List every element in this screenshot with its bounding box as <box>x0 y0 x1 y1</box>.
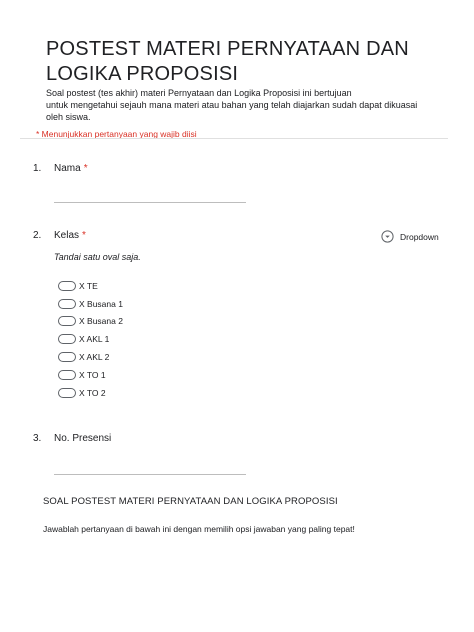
option-label: X AKL 2 <box>79 352 110 363</box>
option-x-to-2[interactable] <box>58 384 123 402</box>
question-3-label: No. Presensi <box>54 433 112 444</box>
option-label: X TO 2 <box>79 387 106 398</box>
option-x-to-1[interactable] <box>58 366 123 384</box>
question-1-number: 1. <box>33 163 42 174</box>
question-3-answer-field[interactable] <box>54 474 246 475</box>
question-1-label: Nama <box>54 163 81 174</box>
radio-oval[interactable] <box>58 299 76 309</box>
option-x-busana-1[interactable] <box>58 295 123 313</box>
radio-oval[interactable] <box>58 388 76 398</box>
question-3-number: 3. <box>33 433 42 444</box>
option-label: X Busana 2 <box>79 316 123 327</box>
option-x-te[interactable] <box>58 277 123 295</box>
question-3-label-wrap <box>54 433 111 444</box>
option-x-busana-2[interactable] <box>58 313 123 331</box>
required-note: * Menunjukkan pertanyaan yang wajib diisi <box>36 129 197 138</box>
option-label: X Busana 1 <box>79 298 123 309</box>
question-2-label: Kelas <box>54 230 80 241</box>
question-1-label-wrap <box>54 163 88 174</box>
form-title <box>46 37 446 87</box>
radio-oval[interactable] <box>58 334 76 344</box>
form-description-line-1: Soal postest (tes akhir) materi Pernyataan dan Logika Proposisi ini bertujuan <box>46 88 352 98</box>
form-description-line-2: untuk mengetahui sejauh mana materi atau bahan yang telah diajarkan sudah dapat dikuasai <box>46 100 418 110</box>
form-title-line-1: POSTEST MATERI PERNYATAAN DAN <box>46 38 409 60</box>
required-asterisk: * <box>83 163 88 174</box>
radio-oval[interactable] <box>58 352 76 362</box>
chevron-down-circle-icon <box>381 230 394 243</box>
section-title: SOAL POSTEST MATERI PERNYATAAN DAN LOGIKA PROPOSISI <box>43 496 338 507</box>
radio-oval[interactable] <box>58 281 76 291</box>
form-description-line-3: oleh siswa. <box>46 112 91 122</box>
header-divider <box>20 138 448 139</box>
question-2-options <box>58 277 123 402</box>
question-2-instruction: Tandai satu oval saja. <box>54 252 141 262</box>
radio-oval[interactable] <box>58 316 76 326</box>
option-label: X TO 1 <box>79 369 106 380</box>
question-2-type-label: Dropdown <box>400 231 439 242</box>
question-2-number: 2. <box>33 230 42 241</box>
required-asterisk: * <box>82 230 86 241</box>
option-x-akl-2[interactable] <box>58 348 123 366</box>
question-1-answer-field[interactable] <box>54 202 246 203</box>
form-description <box>46 87 446 123</box>
question-2-type-indicator <box>381 230 439 243</box>
question-2-label-wrap <box>54 230 86 241</box>
option-label: X TE <box>79 280 98 291</box>
section-description: Jawablah pertanyaan di bawah ini dengan memilih opsi jawaban yang paling tepat! <box>43 524 355 534</box>
radio-oval[interactable] <box>58 370 76 380</box>
option-label: X AKL 1 <box>79 334 110 345</box>
form-title-line-2: LOGIKA PROPOSISI <box>46 63 239 85</box>
option-x-akl-1[interactable] <box>58 330 123 348</box>
